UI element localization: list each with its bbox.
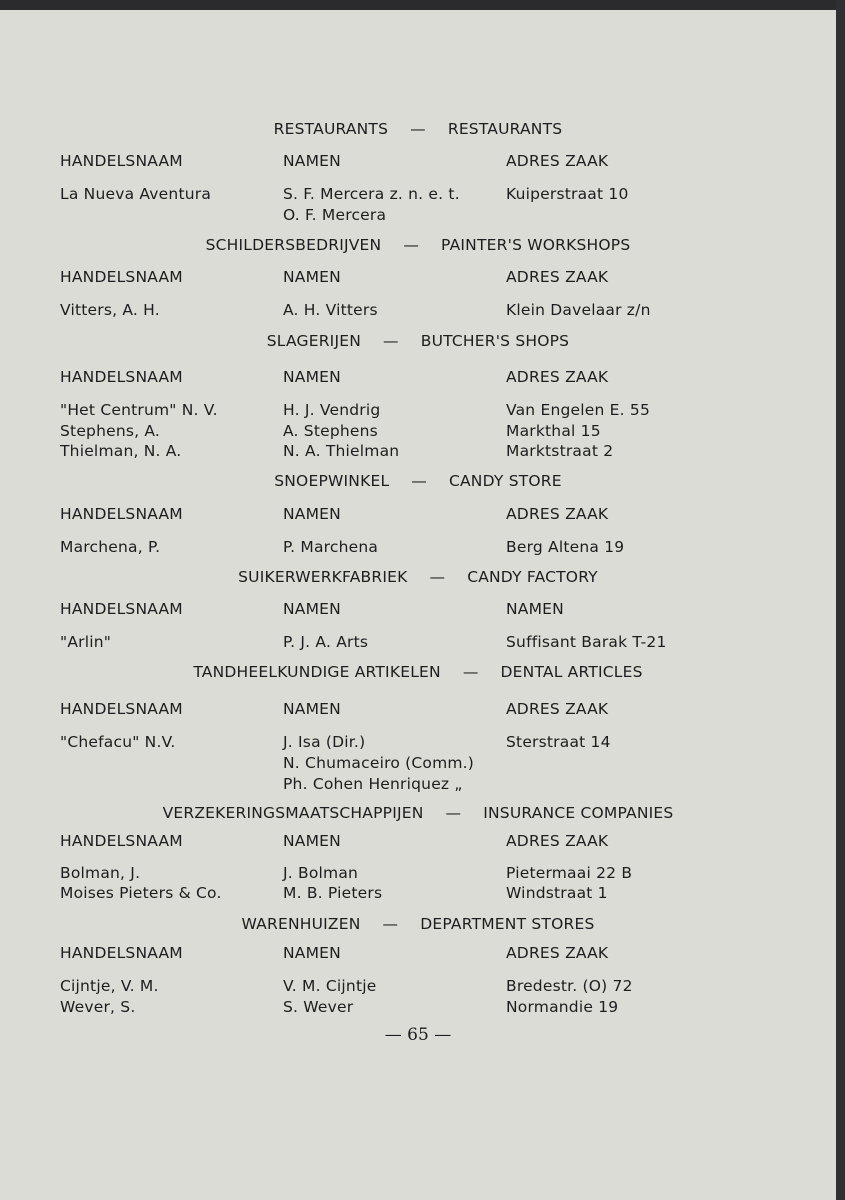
owner-names: A. Stephens [283, 422, 378, 440]
trade-name: "Arlin" [60, 633, 112, 651]
header-trade-name: HANDELSNAAM [60, 152, 183, 170]
directory-page [0, 10, 836, 1200]
title-nl: TANDHEELKUNDIGE ARTIKELEN [193, 663, 441, 681]
owner-names: P. Marchena [283, 538, 379, 556]
title-en: CANDY STORE [448, 472, 562, 490]
trade-name: "Chefacu" N.V. [60, 733, 176, 751]
title-nl: SCHILDERSBEDRIJVEN [205, 236, 382, 254]
header-names: NAMEN [283, 268, 341, 286]
title-dash: — [403, 236, 420, 254]
trade-name: La Nueva Aventura [60, 185, 212, 203]
section-title-insurance [0, 803, 836, 824]
business-address: Van Engelen E. 55 [506, 401, 651, 419]
title-nl: SUIKERWERKFABRIEK [238, 568, 408, 586]
header-address: ADRES ZAAK [506, 832, 609, 850]
title-en: PAINTER'S WORKSHOPS [441, 236, 631, 254]
owner-names: P. J. A. Arts [283, 633, 369, 651]
header-names: NAMEN [283, 832, 341, 850]
trade-name: Thielman, N. A. [60, 442, 182, 460]
title-nl: RESTAURANTS [273, 120, 389, 138]
header-trade-name: HANDELSNAAM [60, 368, 183, 386]
page-number: — 65 — [384, 1025, 452, 1045]
title-en: BUTCHER'S SHOPS [420, 332, 570, 350]
title-en: DEPARTMENT STORES [420, 915, 595, 933]
header-names: NAMEN [283, 152, 341, 170]
business-address: Bredestr. (O) 72 [506, 977, 633, 995]
owner-names: N. Chumaceiro (Comm.) [283, 754, 475, 772]
title-nl: SNOEPWINKEL [274, 472, 390, 490]
header-trade-name: HANDELSNAAM [60, 268, 183, 286]
trade-name: Wever, S. [60, 998, 136, 1016]
title-nl: WARENHUIZEN [241, 915, 361, 933]
header-address: ADRES ZAAK [506, 505, 609, 523]
section-title-restaurants [0, 119, 836, 140]
title-en: INSURANCE COMPANIES [483, 804, 674, 822]
title-dash: — [382, 915, 399, 933]
business-address: Klein Davelaar z/n [506, 301, 651, 319]
header-trade-name: HANDELSNAAM [60, 600, 183, 618]
section-title-butchers [0, 331, 836, 352]
header-names: NAMEN [283, 505, 341, 523]
header-names-2: NAMEN [506, 600, 564, 618]
business-address: Kuiperstraat 10 [506, 185, 629, 203]
header-address: ADRES ZAAK [506, 368, 609, 386]
trade-name: Vitters, A. H. [60, 301, 160, 319]
owner-names: M. B. Pieters [283, 884, 383, 902]
owner-names: S. Wever [283, 998, 354, 1016]
header-names: NAMEN [283, 700, 341, 718]
header-address: ADRES ZAAK [506, 944, 609, 962]
owner-names: N. A. Thielman [283, 442, 400, 460]
title-en: CANDY FACTORY [467, 568, 598, 586]
owner-names: H. J. Vendrig [283, 401, 381, 419]
title-dash: — [462, 663, 479, 681]
owner-names: Ph. Cohen Henriquez „ [283, 775, 463, 793]
owner-names: J. Bolman [283, 864, 359, 882]
header-trade-name: HANDELSNAAM [60, 700, 183, 718]
business-address: Marktstraat 2 [506, 442, 614, 460]
header-names: NAMEN [283, 368, 341, 386]
trade-name: Marchena, P. [60, 538, 161, 556]
header-address: ADRES ZAAK [506, 268, 609, 286]
trade-name: Stephens, A. [60, 422, 161, 440]
title-en: RESTAURANTS [447, 120, 563, 138]
owner-names: S. F. Mercera z. n. e. t. [283, 185, 460, 203]
business-address: Pietermaai 22 B [506, 864, 633, 882]
section-title-candy-factory [0, 567, 836, 588]
section-title-dental [0, 662, 836, 683]
business-address: Sterstraat 14 [506, 733, 611, 751]
title-nl: SLAGERIJEN [266, 332, 362, 350]
business-address: Markthal 15 [506, 422, 601, 440]
trade-name: Bolman, J. [60, 864, 141, 882]
section-title-department-stores [0, 914, 836, 935]
header-address: ADRES ZAAK [506, 152, 609, 170]
business-address: Normandie 19 [506, 998, 619, 1016]
trade-name: Cijntje, V. M. [60, 977, 159, 995]
business-address: Windstraat 1 [506, 884, 608, 902]
title-dash: — [429, 568, 446, 586]
title-nl: VERZEKERINGSMAATSCHAPPIJEN [162, 804, 424, 822]
header-address: ADRES ZAAK [506, 700, 609, 718]
header-trade-name: HANDELSNAAM [60, 505, 183, 523]
scan-border-right [836, 0, 845, 1200]
trade-name: "Het Centrum" N. V. [60, 401, 218, 419]
header-trade-name: HANDELSNAAM [60, 944, 183, 962]
owner-names: O. F. Mercera [283, 206, 387, 224]
header-names: NAMEN [283, 600, 341, 618]
business-address: Suffisant Barak T-21 [506, 633, 667, 651]
section-title-candy-store [0, 471, 836, 492]
trade-name: Moises Pieters & Co. [60, 884, 222, 902]
owner-names: V. M. Cijntje [283, 977, 377, 995]
business-address: Berg Altena 19 [506, 538, 625, 556]
header-names: NAMEN [283, 944, 341, 962]
title-dash: — [383, 332, 399, 350]
title-dash: — [411, 472, 427, 490]
title-dash: — [445, 804, 462, 822]
owner-names: A. H. Vitters [283, 301, 378, 319]
scan-border-top [0, 0, 845, 10]
header-trade-name: HANDELSNAAM [60, 832, 183, 850]
owner-names: J. Isa (Dir.) [283, 733, 366, 751]
section-title-painters [0, 235, 836, 256]
title-dash: — [410, 120, 426, 138]
title-en: DENTAL ARTICLES [500, 663, 643, 681]
